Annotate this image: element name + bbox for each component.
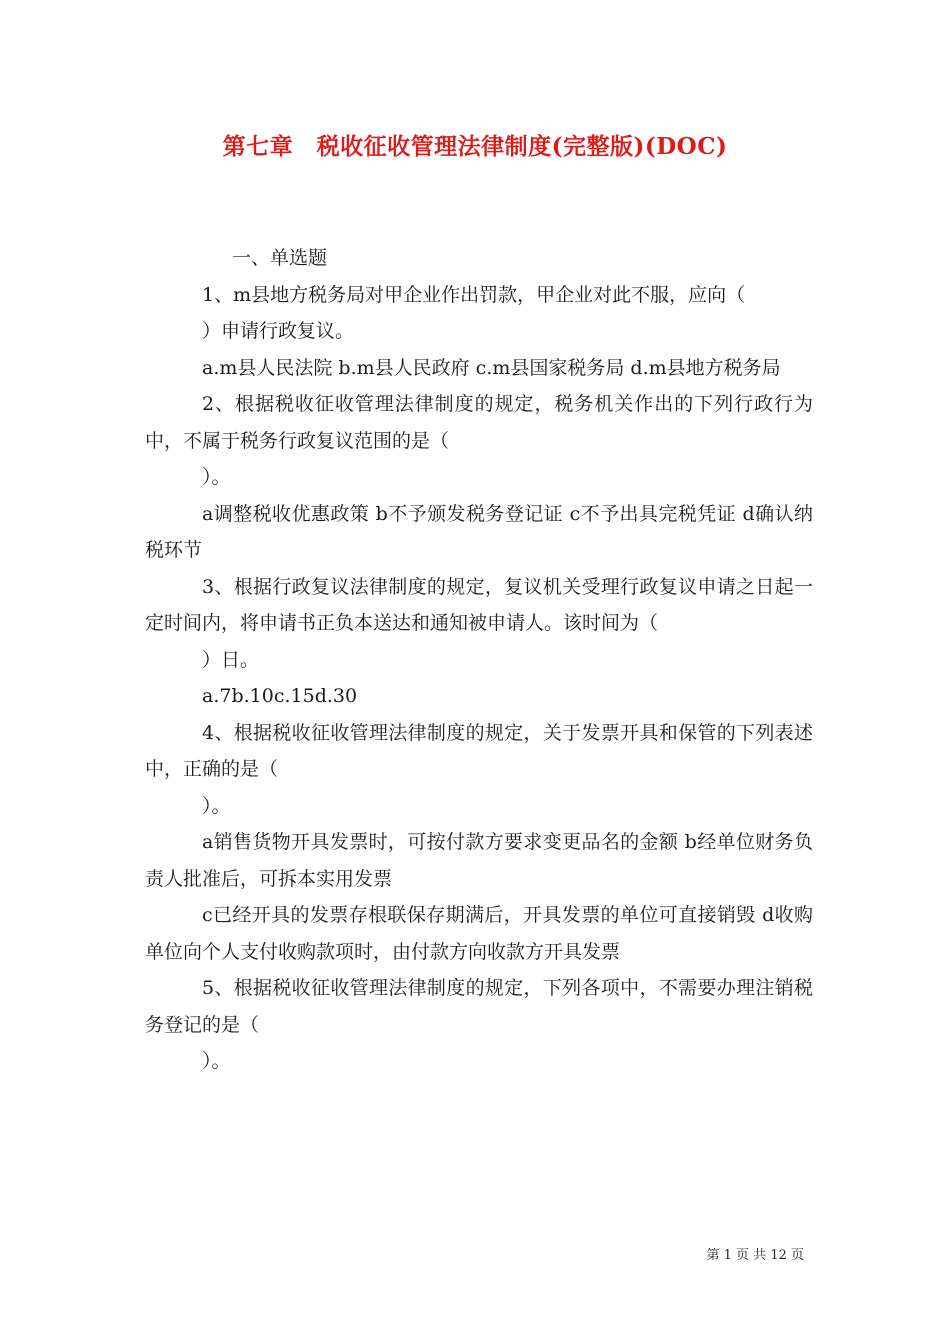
question-4: 4、根据税收征收管理法律制度的规定，关于发票开具和保管的下列表述中，正确的是（ (145, 721, 813, 780)
question-2-continuation: ）。 (202, 466, 231, 488)
document-body (145, 240, 813, 1080)
page-number-footer: 第 1 页 共 12 页 (706, 1248, 804, 1263)
question-1: 1、m县地方税务局对甲企业作出罚款，甲企业对此不服，应向（ (202, 283, 746, 306)
question-4-continuation: ）。 (202, 794, 231, 817)
question-3: 3、根据行政复议法律制度的规定，复议机关受理行政复议申请之日起一定时间内，将申请书正负本送达和通知被申请人。该时间为（ (145, 575, 813, 634)
question-1-options: a.m县人民法院 b.m县人民政府 c.m县国家税务局 d.m县地方税务局 (202, 356, 781, 379)
question-4-options-ab: a销售货物开具发票时，可按付款方要求变更品名的金额 b经单位财务负责人批准后，可拆本实用发票 (145, 831, 813, 890)
section-heading: 一、单选题 (232, 247, 328, 269)
question-2-options: a调整税收优惠政策 b不予颁发税务登记证 c不予出具完税凭证 d确认纳税环节 (145, 502, 813, 561)
question-1-continuation: ）申请行政复议。 (202, 320, 355, 342)
question-3-continuation: ）日。 (202, 648, 260, 671)
question-3-options: a.7b.10c.15d.30 (202, 685, 358, 707)
question-5-continuation: ）。 (202, 1050, 231, 1072)
question-5: 5、根据税收征收管理法律制度的规定，下列各项中，不需要办理注销税务登记的是（ (145, 977, 813, 1036)
question-4-options-cd: c已经开具的发票存根联保存期满后，开具发票的单位可直接销毁 d收购单位向个人支付收购款项时，由付款方向收款方开具发票 (145, 904, 813, 963)
document-title: 第七章 税收征收管理法律制度(完整版)(DOC) (222, 133, 728, 160)
question-2: 2、根据税收征收管理法律制度的规定，税务机关作出的下列行政行为中，不属于税务行政复议范围的是（ (145, 393, 813, 452)
